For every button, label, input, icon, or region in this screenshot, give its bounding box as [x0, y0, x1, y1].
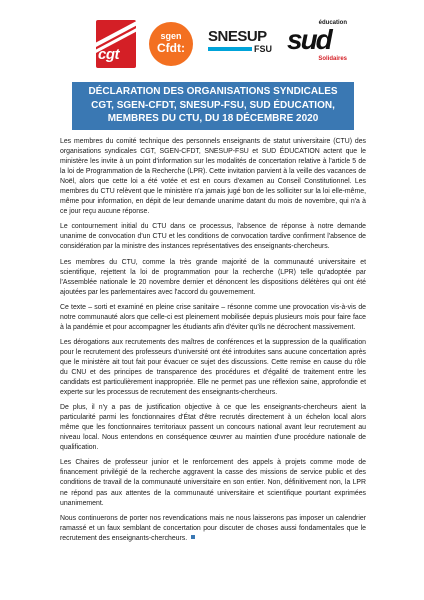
sud-logo-education-text: éducation [318, 20, 347, 26]
sud-education-logo [285, 20, 351, 66]
paragraph-1: Les membres du comité technique des personnels enseignants de statut universitaire (CTU) des organisations syndicales CGT, SGEN-CFDT, SNESUP-FSU et SUD ÉDUCATION actent que le ministère les invite à un point d'information sur les modalités de concertation relative à l'article 5 de la loi de Programmation de la Recherche (LPR). Cette invitation parvient à la veille des vacances de Noël, alors que cette loi a été votée et est en cours d'examen au Conseil Constitutionnel. Les membres du CTU relèvent que le ministère n'a jamais jugé bon de les solliciter sur la loi elle-même, même pour information, en dépit de leur demande unanime datant du mois de novembre, qui n'a à ce jour reçu aucune réponse. [60, 138, 366, 216]
cgt-logo-background [96, 20, 136, 68]
paragraph-2: Le contournement initial du CTU dans ce processus, l'absence de réponse à notre demande unanime de convocation d'un CTU et les conditions de convocation tardive confirment l'absence de considération par la ministre des instances représentatives des enseignants-chercheurs. [60, 223, 366, 251]
sud-logo-text: sud [287, 24, 331, 55]
snesup-logo-bar [208, 47, 252, 51]
union-logos [0, 20, 424, 68]
cgt-logo-text: cgt [98, 46, 119, 63]
cfdt-logo-text: Cfdt: [157, 41, 185, 55]
sgen-cfdt-logo [149, 22, 193, 66]
fsu-logo-text: FSU [254, 44, 272, 54]
paragraph-7: Les Chaires de professeur junior et le renforcement des appels à projets comme mode de financement privilégié de la recherche aggravent la casse des missions de service public et des conditions de travail de la communauté universitaire en son entier. Non, définitivement non, la LPR ne répond pas aux attentes de la communauté universitaire et scientifique pourtant exprimées unanimement. [60, 459, 366, 507]
paragraph-5: Les dérogations aux recrutements des maîtres de conférences et la suppression de la qualification pour le recrutement des professeurs d'université ont été introduites sans aucune concertation après que le ministère ait tout fait pour évacuer ce sujet des discussions. Cette remise en cause du rôle du CNU et des principes de transparence des procédures et d'égalité de traitement entre les candidats est particulièrement inappropriée. Elle ne permet pas une réflexion saine, approfondie et experte sur les processus de recrutement des enseignants-chercheurs. [60, 338, 366, 397]
snesup-fsu-logo [208, 28, 274, 58]
end-mark-square-icon [191, 535, 195, 539]
sgen-logo-text: sgen [160, 31, 182, 41]
title-line-1: DÉCLARATION DES ORGANISATIONS SYNDICALES [88, 86, 338, 97]
snesup-logo-text: SNESUP [208, 28, 267, 45]
sud-logo-solidaires-text: Solidaires [318, 56, 347, 62]
paragraph-8-text: Nous continuerons de porter nos revendications mais ne nous laisserons pas imposer un calendrier ramassé et un faux semblant de concertation pour discuter de choses aussi fondamentales que le recrutement des enseignants-chercheurs. [60, 514, 366, 542]
paragraph-6: De plus, il n'y a pas de justification objective à ce que les enseignants-chercheurs aient la particularité parmi les fonctionnaires d'État d'être recrutés directement à un échelon local alors même que les fonctionnaires territoriaux passent un concours national avant leur recrutement au niveau local. Nous entendons en conséquence œuvrer au maintien d'une procédure nationale de qualification. [60, 404, 366, 452]
declaration-body [60, 137, 366, 549]
title-line-3: MEMBRES DU CTU, DU 18 DÉCEMBRE 2020 [107, 113, 319, 124]
cgt-logo [96, 20, 136, 68]
title-line-2: CGT, SGEN-CFDT, SNESUP-FSU, SUD ÉDUCATION, [91, 99, 335, 111]
title-banner [72, 82, 354, 130]
paragraph-4: Ce texte – sorti et examiné en pleine crise sanitaire – résonne comme une provocation vis-à-vis de notre communauté alors que celle-ci est pleinement mobilisée depuis plusieurs mois pour faire face à la pandémie et pour accompagner les étudiants afin d'éviter qu'ils ne décrochent massivement. [60, 303, 366, 331]
paragraph-8 [60, 514, 366, 544]
paragraph-3: Les membres du CTU, comme la très grande majorité de la communauté universitaire et scientifique, rejettent la loi de programmation pour la recherche (LPR) telle qu'adoptée par l'Assemblée nationale le 20 novembre dernier et dénoncent les dispositions délétères qui ont été ajoutées par les parlementaires avec l'accord du gouvernement. [60, 258, 366, 296]
